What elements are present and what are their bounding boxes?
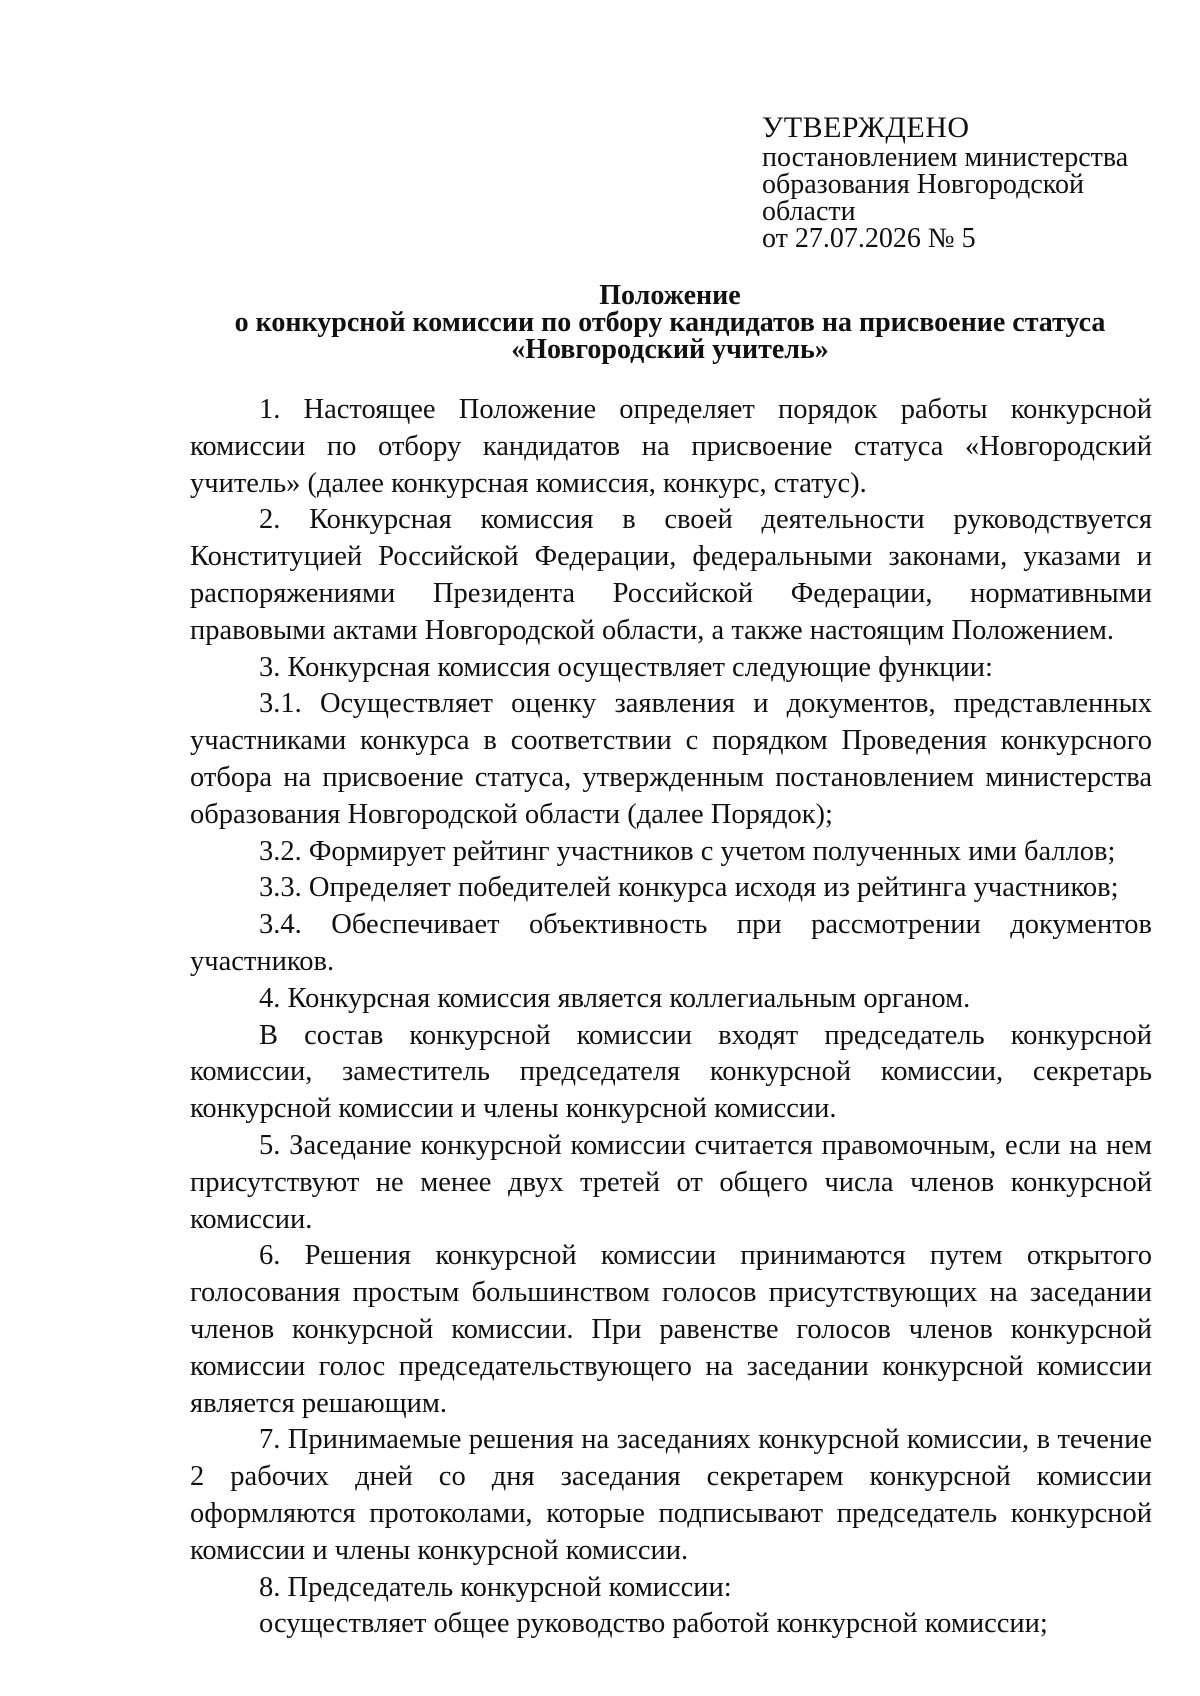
paragraph-4: 4. Конкурсная комиссия является коллегиальным органом. xyxy=(259,982,971,1014)
approval-line: области xyxy=(762,196,856,227)
document-title xyxy=(190,282,1150,363)
paragraph-3-4: 3.4. Обеспечивает объективность при рассмотрении документов участников. xyxy=(190,909,1152,977)
approval-line: образования Новгородской xyxy=(762,169,1084,200)
paragraph-6: 6. Решения конкурсной комиссии принимаются путем открытого голосования простым большинством голосов присутствующих на заседании членов конкурсной комиссии. При равенстве голосов членов конкурсной комиссии голос председательствующего на заседании конкурсной комиссии является решающим. xyxy=(190,1240,1152,1419)
paragraph-3-2: 3.2. Формирует рейтинг участников с учетом полученных ими баллов; xyxy=(259,835,1116,867)
title-line: «Новгородский учитель» xyxy=(511,334,829,365)
approval-title: УТВЕРЖДЕНО xyxy=(762,111,970,144)
paragraph-1: 1. Настоящее Положение определяет порядок работы конкурсной комиссии по отбору кандидатов на присвоение статуса «Новгородский учитель» (далее конкурсная комиссия, конкурс, статус). xyxy=(190,394,1152,499)
paragraph-5: 5. Заседание конкурсной комиссии считается правомочным, если на нем присутствуют не менее двух третей от общего числа членов конкурсной комиссии. xyxy=(190,1129,1152,1235)
document-body xyxy=(190,392,1152,1643)
approval-line: постановлением министерства xyxy=(762,142,1129,173)
title-line: о конкурсной комиссии по отбору кандидатов на присвоение статуса xyxy=(234,307,1106,338)
paragraph-2: 2. Конкурсная комиссия в своей деятельности руководствуется Конституцией Российской Федерации, федеральными законами, указами и распоряжениями Президента Российской Федерации, нормативными правовыми актами Новгородской области, а также настоящим Положением. xyxy=(190,504,1152,646)
title-line: Положение xyxy=(599,280,741,311)
paragraph-8: 8. Председатель конкурсной комиссии: xyxy=(259,1571,732,1603)
paragraph-3: 3. Конкурсная комиссия осуществляет следующие функции: xyxy=(259,651,993,683)
paragraph-3-3: 3.3. Определяет победителей конкурса исходя из рейтинга участников; xyxy=(259,872,1119,904)
paragraph-7: 7. Принимаемые решения на заседаниях конкурсной комиссии, в течение 2 рабочих дней со дня заседания секретарем конкурсной комиссии оформляются протоколами, которые подписывают председатель конкурсной комиссии и члены конкурсной комиссии. xyxy=(190,1424,1152,1566)
approval-date-number: от 27.07.2026 № 5 xyxy=(762,223,976,254)
paragraph-4-composition: В состав конкурсной комиссии входят председатель конкурсной комиссии, заместитель председателя конкурсной комиссии, секретарь конкурсной комиссии и члены конкурсной комиссии. xyxy=(190,1019,1152,1125)
approval-stamp xyxy=(762,112,1162,252)
paragraph-8-duty: осуществляет общее руководство работой конкурсной комиссии; xyxy=(259,1608,1048,1640)
paragraph-3-1: 3.1. Осуществляет оценку заявления и документов, представленных участниками конкурса в соответствии с порядком Проведения конкурсного отбора на присвоение статуса, утвержденным постановлением министерства образования Новгородской области (далее Порядок); xyxy=(190,688,1152,830)
